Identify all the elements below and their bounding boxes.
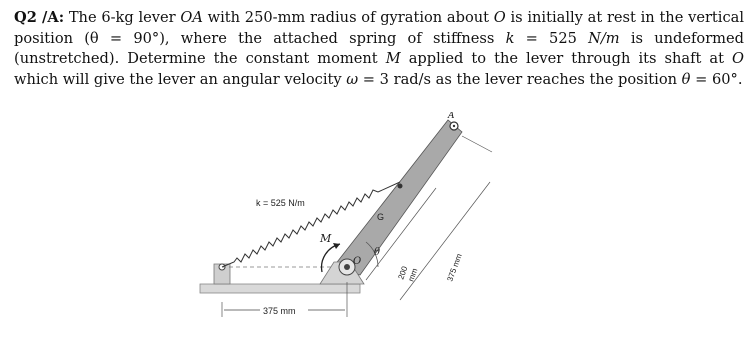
pin-A-center: [453, 125, 455, 127]
lever-OA: [334, 120, 462, 275]
text: The 6-kg lever: [64, 9, 181, 26]
var: M: [385, 50, 401, 67]
center-of-mass-G: [398, 184, 403, 189]
dim-ext-A: [462, 136, 492, 152]
var: ω: [346, 70, 359, 88]
pivot-label-O: O: [353, 256, 362, 267]
var: O: [732, 50, 744, 67]
var: OA: [180, 9, 203, 26]
dim-375-label: 375 mm: [445, 252, 464, 283]
dim-bottom-label: 375 mm: [263, 306, 296, 316]
text: = 60°.: [690, 70, 743, 88]
text: applied to the lever through its shaft at: [400, 50, 733, 67]
text: is undeformed (unstretched). Determine the constant moment: [14, 29, 744, 67]
spring-constant-label: k = 525 N/m: [256, 198, 305, 208]
dim-200-value: 200: [396, 265, 410, 281]
problem-statement: [14, 8, 744, 90]
lever-figure: [190, 112, 570, 344]
var: θ: [681, 70, 691, 88]
text: which will give the lever an angular velocity: [14, 70, 347, 88]
var: O: [493, 9, 506, 26]
var: k: [505, 29, 515, 47]
lever-diagram: [190, 112, 570, 344]
question-label: Q2 /A:: [14, 9, 65, 26]
text: is initially at rest in the vertical position (θ = 90°), where the attached spring of stiffness: [14, 9, 745, 47]
label-G: G: [377, 212, 385, 222]
text: = 3 rad/s as the lever reaches the position: [358, 70, 682, 88]
pivot-O: [344, 264, 350, 270]
ground-base: [200, 284, 360, 293]
moment-label: M: [320, 232, 332, 245]
dim-200-unit: mm: [406, 267, 420, 283]
text: = 525: [514, 29, 589, 47]
label-A: A: [448, 112, 455, 121]
text: with 250-mm radius of gyration about: [202, 9, 494, 26]
angle-theta-label: θ: [374, 247, 381, 258]
var: N/m: [588, 29, 620, 47]
